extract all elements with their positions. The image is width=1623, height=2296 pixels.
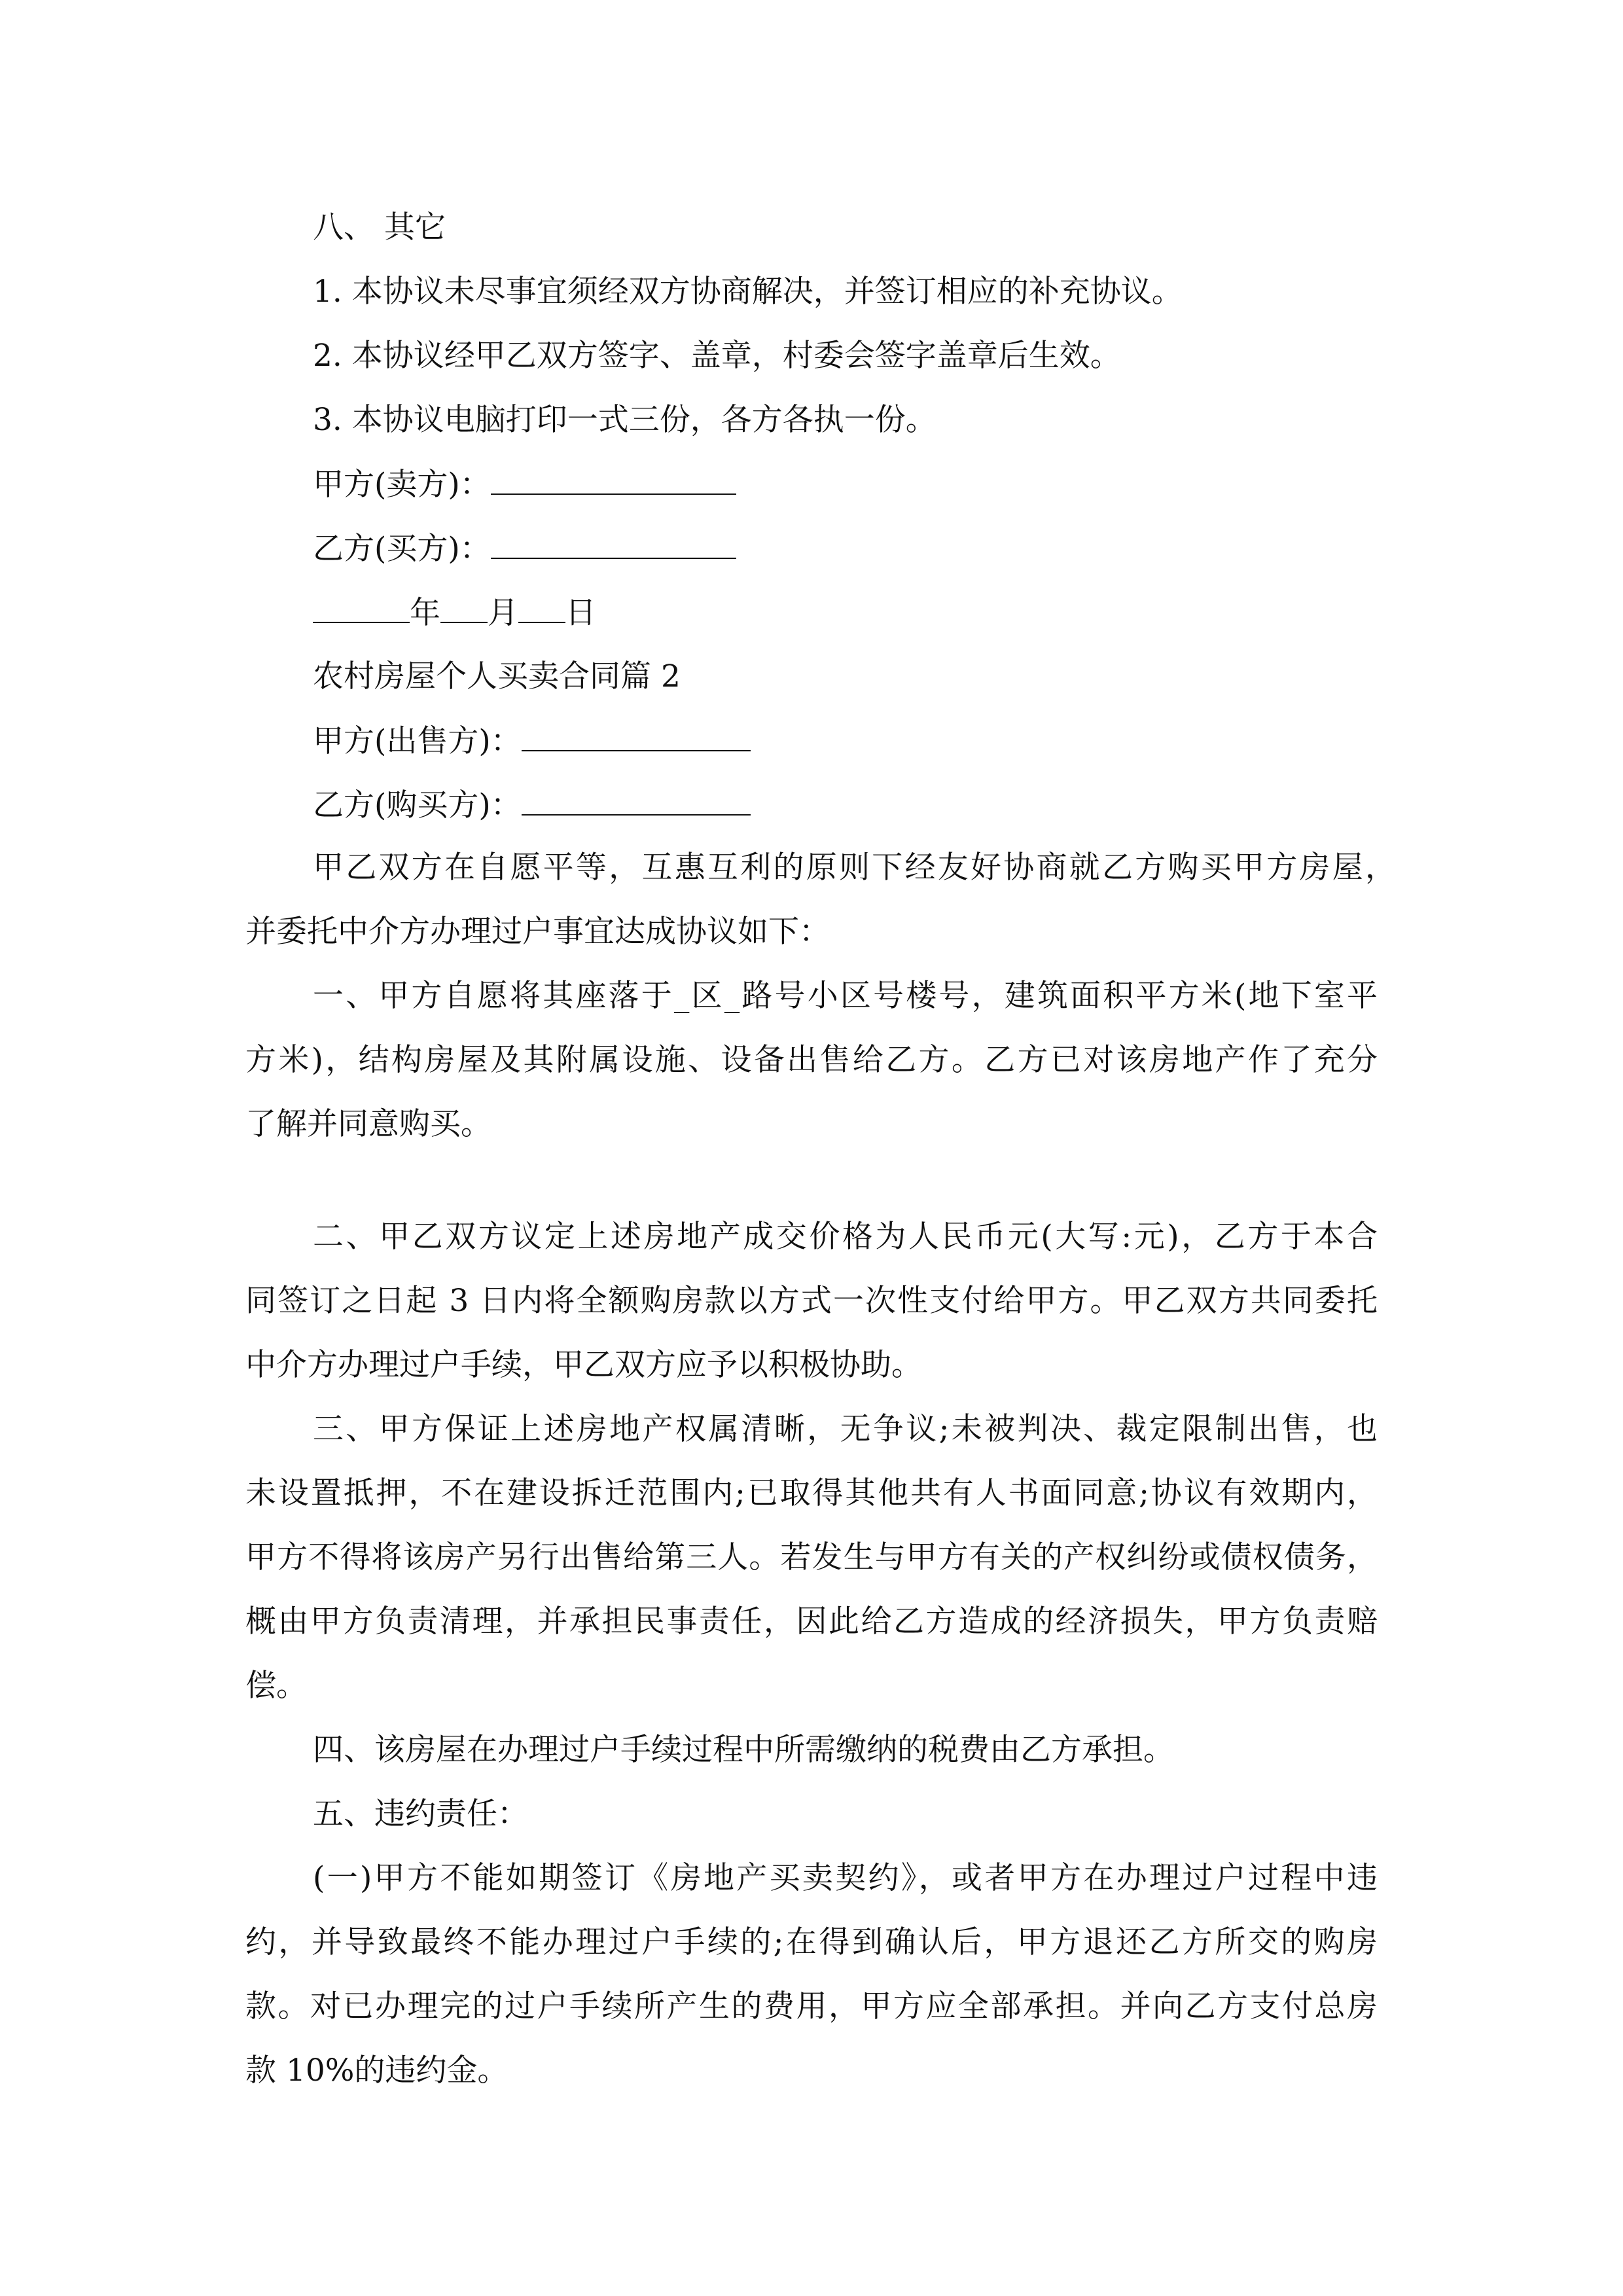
clause-4: 四、该房屋在办理过户手续过程中所需缴纳的税费由乙方承担。	[313, 1732, 1174, 1768]
clause-1-line: 方米)，结构房屋及其附属设施、设备出售给乙方。乙方已对该房地产作了充分	[245, 1042, 1378, 1078]
clause-1-line: 了解并同意购买。	[245, 1106, 491, 1142]
clause-3-line: 未设置抵押，不在建设拆迁范围内;已取得其他共有人书面同意;协议有效期内，	[245, 1475, 1378, 1511]
clause-1-line: 一、甲方自愿将其座落于_区_路号小区号楼号，建筑面积平方米(地下室平	[313, 978, 1378, 1014]
clause-5-heading: 五、违约责任：	[313, 1796, 528, 1832]
buyer-field	[313, 785, 751, 825]
seller-field	[313, 721, 751, 761]
clause-5-1-line: 款。对已办理完的过户手续所产生的费用，甲方应全部承担。并向乙方支付总房	[245, 1988, 1378, 2024]
section-heading-other: 八、 其它	[313, 209, 446, 245]
month-blank	[440, 593, 488, 623]
section8-item-2: 2. 本协议经甲乙双方签字、盖章，村委会签字盖章后生效。	[313, 338, 1121, 374]
clause-5-1-line: 款 10%的违约金。	[245, 2053, 508, 2089]
day-blank	[518, 593, 565, 623]
seller-blank-line	[522, 721, 751, 751]
contract-title: 农村房屋个人买卖合同篇 2	[313, 658, 681, 694]
intro-paragraph-line: 甲乙双方在自愿平等，互惠互利的原则下经友好协商就乙方购买甲方房屋，	[313, 850, 1396, 886]
clause-3-line: 三、甲方保证上述房地产权属清晰，无争议;未被判决、裁定限制出售，也	[313, 1411, 1378, 1447]
date-line	[313, 593, 596, 632]
signature-party-a-label: 甲方(卖方)：	[313, 467, 491, 503]
clause-3-line: 概由甲方负责清理，并承担民事责任，因此给乙方造成的经济损失，甲方负责赔	[245, 1604, 1378, 1640]
signature-party-b-label: 乙方(买方)：	[313, 531, 491, 567]
section8-item-1: 1. 本协议未尽事宜须经双方协商解决，并签订相应的补充协议。	[313, 274, 1183, 310]
buyer-label: 乙方(购买方)：	[313, 787, 522, 823]
year-blank	[313, 593, 410, 623]
day-label: 日	[565, 595, 596, 631]
seller-label: 甲方(出售方)：	[313, 723, 522, 759]
section8-item-3: 3. 本协议电脑打印一式三份，各方各执一份。	[313, 402, 936, 438]
clause-3-line: 甲方不得将该房产另行出售给第三人。若发生与甲方有关的产权纠纷或债权债务，	[245, 1539, 1378, 1575]
clause-2-line: 中介方办理过户手续，甲乙双方应予以积极协助。	[245, 1347, 922, 1383]
signature-party-b-buyer	[313, 529, 736, 568]
intro-paragraph-line: 并委托中介方办理过户事宜达成协议如下：	[245, 914, 830, 950]
signature-party-a-seller	[313, 465, 736, 504]
month-label: 月	[488, 595, 518, 631]
clause-3-line: 偿。	[245, 1668, 307, 1704]
clause-5-1-line: (一)甲方不能如期签订《房地产买卖契约》，或者甲方在办理过户过程中违	[313, 1860, 1378, 1896]
signature-blank-line	[491, 529, 736, 559]
buyer-blank-line	[522, 785, 751, 816]
clause-5-1-line: 约，并导致最终不能办理过户手续的;在得到确认后，甲方退还乙方所交的购房	[245, 1924, 1378, 1960]
clause-2-line: 二、甲乙双方议定上述房地产成交价格为人民币元(大写:元)，乙方于本合	[313, 1219, 1378, 1255]
signature-blank-line	[491, 465, 736, 495]
clause-2-line: 同签订之日起 3 日内将全额购房款以方式一次性支付给甲方。甲乙双方共同委托	[245, 1283, 1378, 1319]
year-label: 年	[410, 595, 440, 631]
